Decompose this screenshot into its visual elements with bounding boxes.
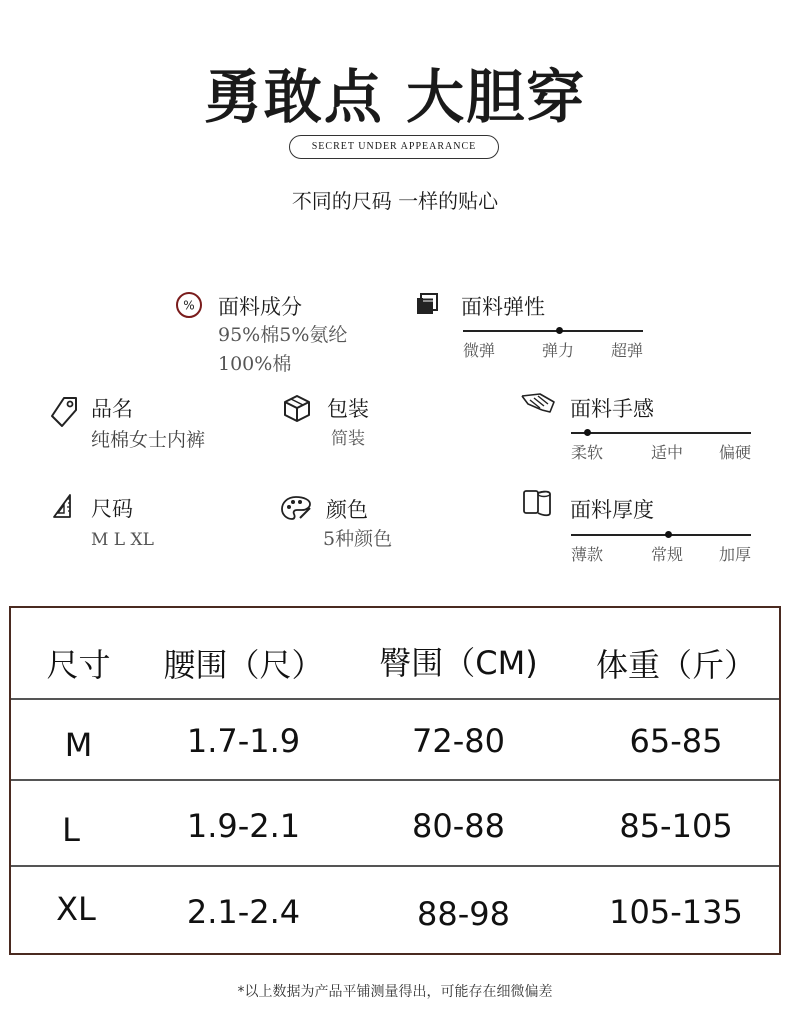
table-cell-hip: 80-88 <box>412 807 505 845</box>
page-title: 勇敢点 大胆穿 <box>203 63 587 131</box>
hand-feel-scale-line <box>571 432 751 434</box>
hand-feel-scale-low: 柔软 <box>571 443 604 462</box>
color-title: 颜色 <box>326 498 368 522</box>
table-cell-waist: 1.9-2.1 <box>186 807 301 845</box>
package-value: 简装 <box>331 429 365 449</box>
table-divider <box>11 779 779 781</box>
table-divider <box>11 698 779 700</box>
elasticity-scale-mid: 弹力 <box>542 341 575 360</box>
thickness-scale-line <box>571 534 751 536</box>
fabric-line-2: 100%棉 <box>218 353 292 375</box>
table-cell-weight: 105-135 <box>609 893 743 931</box>
thickness-scale-low: 薄款 <box>571 545 604 564</box>
table-cell-size: L <box>62 811 80 849</box>
table-cell-waist: 2.1-2.4 <box>186 893 301 931</box>
table-cell-size: M <box>64 726 93 764</box>
thickness-scale-mid: 常规 <box>651 545 684 564</box>
palette-icon <box>280 494 312 522</box>
fabric-line-1: 95%棉5%氨纶 <box>218 324 348 346</box>
table-header-weight: 体重（斤） <box>595 646 756 684</box>
table-header-hip: 臀围（CM) <box>379 644 538 682</box>
hand-feel-scale-marker <box>584 429 591 436</box>
size-title: 尺码 <box>91 497 133 521</box>
table-cell-size: XL <box>56 890 96 928</box>
table-header-size: 尺寸 <box>46 646 111 684</box>
table-cell-waist: 1.7-1.9 <box>186 722 301 760</box>
elasticity-scale-marker <box>556 327 563 334</box>
hand-feel-scale-high: 偏硬 <box>719 443 752 462</box>
table-cell-weight: 65-85 <box>629 722 723 760</box>
elasticity-title: 面料弹性 <box>461 295 545 319</box>
tagline-badge: SECRET UNDER APPEARANCE <box>289 135 499 159</box>
page-subtitle: 不同的尺码 一样的贴心 <box>291 189 499 213</box>
measurement-footnote: *以上数据为产品平铺测量得出，可能存在细微偏差 <box>237 984 553 1000</box>
table-cell-hip: 72-80 <box>412 722 505 760</box>
product-name-value: 纯棉女士内裤 <box>91 429 206 451</box>
thickness-title: 面料厚度 <box>570 498 654 522</box>
thickness-scale-high: 加厚 <box>719 545 752 564</box>
table-cell-weight: 85-105 <box>619 807 733 845</box>
color-value: 5种颜色 <box>323 528 393 550</box>
fabric-title: 面料成分 <box>218 295 302 319</box>
ruler-icon <box>52 493 76 519</box>
percent-circle-icon <box>175 291 203 319</box>
elasticity-scale-line <box>463 330 643 332</box>
svg-text:%: % <box>183 298 195 313</box>
package-title: 包装 <box>327 397 369 421</box>
thickness-scale-marker <box>665 531 672 538</box>
table-cell-hip: 88-98 <box>417 895 510 933</box>
elasticity-scale-high: 超弹 <box>611 341 644 360</box>
size-value: M L XL <box>91 530 154 550</box>
product-name-title: 品名 <box>91 397 133 421</box>
table-divider <box>11 865 779 867</box>
table-header-waist: 腰围（尺） <box>163 646 324 684</box>
hand-feel-title: 面料手感 <box>570 397 654 421</box>
hand-touch-icon <box>520 390 560 418</box>
hand-feel-scale-mid: 适中 <box>651 443 684 462</box>
fabric-roll-icon <box>522 489 554 517</box>
package-box-icon <box>281 393 313 423</box>
fabric-swatch-icon <box>415 292 439 316</box>
elasticity-scale-low: 微弹 <box>463 341 496 360</box>
size-table <box>9 606 781 955</box>
price-tag-icon <box>50 395 80 429</box>
